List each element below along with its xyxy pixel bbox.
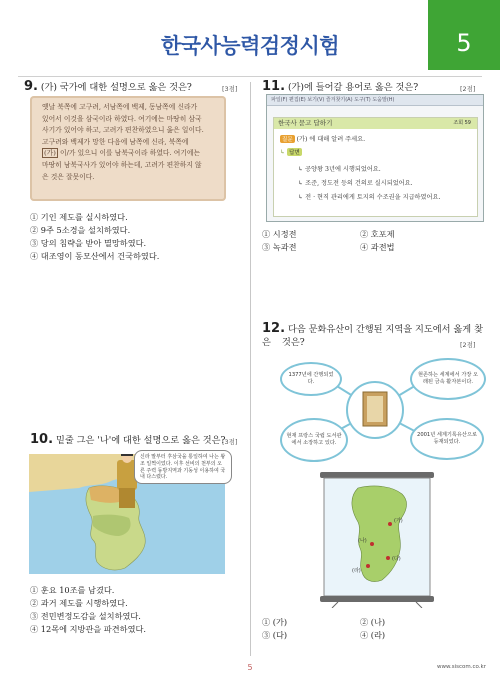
q10-option[interactable]: ① 훈요 10조를 남겼다. [30,585,115,595]
map-label-ra: (라) [352,568,361,574]
q12-bubble: 1377년에 간행되었다. [280,362,342,396]
q10-option[interactable]: ④ 12목에 지방관을 파견하였다. [30,624,147,634]
q9-passage [42,102,216,183]
page-number-box: 5 [428,0,500,70]
q9-passage-line: 있어서 이것을 삼국이라 하였다. 여기에는 마땅히 삼국 [42,114,202,123]
page-title: 한국사능력검정시험 [160,34,340,58]
q12-bubble: 2001년 세계기록유산으로 등재되었다. [410,418,484,460]
q9-points: [3점] [222,85,238,93]
q11-option[interactable]: ② 호포제 [360,229,395,239]
column-divider [250,82,251,656]
q9-blank-box: (가) [44,149,56,158]
answer-item: ↳ 전 · 현직 관리에게 토지의 수조권을 지급하였어요. [298,194,441,201]
q11-browser-window [266,94,484,222]
q9-option[interactable]: ② 9주 5소경을 설치하였다. [30,225,131,235]
q12-wall-map [318,472,436,608]
q9-option[interactable]: ① 기인 제도를 실시하였다. [30,212,128,222]
wall-map-drawing [318,472,436,608]
q11-text: (가)에 들어갈 용어로 옳은 것은? [287,82,419,93]
q12-options-left [262,616,287,642]
q12-option[interactable]: ① (가) [262,617,288,627]
q9-text: (가) 국가에 대한 설명으로 옳은 것은? [40,82,192,93]
q10-option[interactable]: ② 과거 제도를 시행하였다. [30,598,128,608]
qa-panel [273,117,478,217]
q9-passage-line: 고구려와 백제가 망한 다음에 남쪽에 신라, 북쪽에 [42,137,189,146]
q10-option[interactable]: ③ 전민변정도감을 설치하였다. [30,611,141,621]
q11-options-right [360,228,395,254]
q12-points: [2점] [460,341,476,349]
q12-question-2: 것은? [282,337,305,348]
q10-question [30,433,225,447]
q12-text-1: 다음 문화유산이 간행된 지역을 지도에서 옳게 찾은 [262,324,483,348]
qa-answer-tag-line: ↳ 답변 [280,149,300,156]
answer-tag: 답변 [289,150,300,156]
footer-url[interactable]: www.siscom.co.kr [437,664,486,670]
answer-item: ↳ 공양왕 3년에 시행되었어요. [298,166,381,173]
q10-speech-bubble: 신라 말부터 후삼국을 통일하여 나는 왕조 일찍이었다. 이후 선비의 천부의 오른 주력 동방지역과 기동성 이용하여 국내 다스렸다. [134,450,232,484]
q9-passage-line: 은 것은 잘못이다. [42,172,95,181]
q9-option[interactable]: ③ 당의 침략을 받아 멸망하였다. [30,238,147,248]
q11-number: 11. [262,79,286,94]
qa-header-count: 조회 59 [453,120,471,126]
q11-question [262,80,418,94]
footer-page-number: 5 [247,663,253,672]
q9-option[interactable]: ④ 대조영이 동모산에서 건국하였다. [30,251,160,261]
q12-options-right [360,616,385,642]
q10-number: 10. [30,432,54,447]
q12-number: 12. [262,321,286,336]
q11-option[interactable]: ③ 녹과전 [262,242,297,252]
q12-option[interactable]: ④ (라) [360,630,386,640]
q9-passage-line: 마땅히 남북국사가 있어야 하는데, 고려가 편찬하지 않 [42,160,202,169]
q11-options-left [262,228,297,254]
qa-header [274,118,477,129]
q12-bubble: 현재 프랑스 국립 도서관에서 소장하고 있다. [280,418,348,462]
map-label-ga: (가) [394,518,403,524]
answer-item: ↳ 조준, 정도전 등의 건의로 실시되었어요. [298,180,413,187]
qa-question-line [280,134,365,143]
q9-passage-scroll [30,96,226,201]
q11-option[interactable]: ① 시정전 [262,229,297,239]
q9-options [30,211,159,263]
q9-question [24,80,192,94]
q12-option[interactable]: ③ (다) [262,630,288,640]
q11-option[interactable]: ④ 과전법 [360,242,395,252]
qa-header-title: 한국사 묻고 답하기 [278,119,333,127]
q11-points: [2점] [460,85,476,93]
browser-toolbar: 파일(F) 편집(E) 보기(V) 즐겨찾기(A) 도구(T) 도움말(H) [267,95,483,106]
q9-passage-line: (가) 이/가 있으니 이를 남북국이라 하였다. 여기에는 [44,149,201,158]
map-label-na: (나) [358,538,367,544]
question-tag: 질문 [282,137,293,143]
map-label-da: (다) [392,556,401,562]
question-text: (가) 에 대해 알려 주세요. [296,136,366,143]
q9-passage-line: 옛날 북쪽에 고구려, 서남쪽에 백제, 동남쪽에 신라가 [42,103,198,111]
q12-option[interactable]: ② (나) [360,617,386,627]
q9-passage-line: 사기가 있어야 하고, 고려가 편찬하였으니 옳은 일이다. [42,126,204,135]
q10-points: [3점] [222,438,238,446]
q12-bubble: 현존하는 세계에서 가장 오래된 금속 활자본이다. [410,358,486,400]
q9-number: 9. [24,79,38,94]
header-rule [18,76,482,77]
q10-text: 밑줄 그은 '나'에 대한 설명으로 옳은 것은? [55,435,226,446]
q10-options [30,584,146,636]
